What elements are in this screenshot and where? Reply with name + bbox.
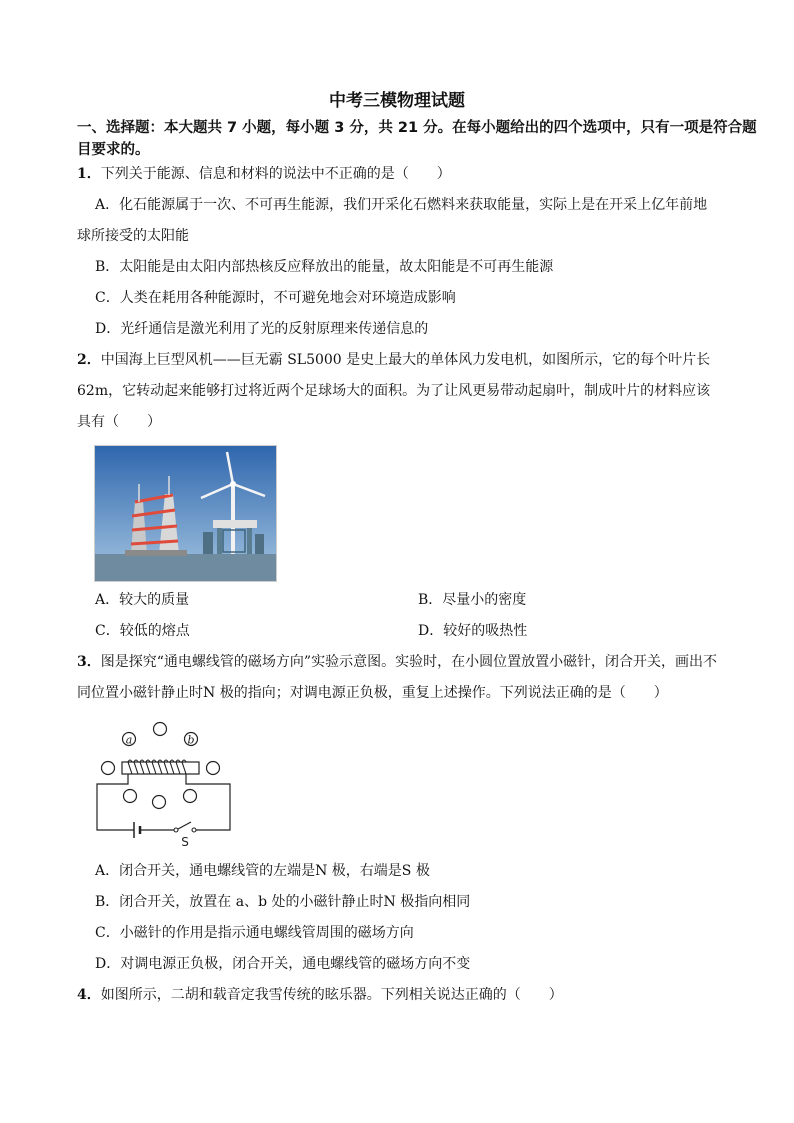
q3-option-c: C．小磁针的作用是指示通电螺线管周围的磁场方向 — [95, 925, 414, 941]
switch-contact — [192, 828, 196, 832]
question-3 — [77, 652, 717, 672]
q1-option-c: C．人类在耗用各种能源时，不可避免地会对环境造成影响 — [95, 290, 456, 306]
q2-option-c: C．较低的熔点 — [95, 623, 190, 639]
q1-option-a-line2: 球所接受的太阳能 — [77, 228, 189, 244]
question-1 — [77, 164, 451, 184]
q3-option-b: B．闭合开关，放置在 a、b 处的小磁针静止时N 极指向相同 — [95, 894, 471, 910]
solenoid-circuit-diagram — [92, 718, 242, 848]
question-1-number: 1． — [77, 166, 101, 182]
section-header: 一、选择题：本大题共 7 小题，每小题 3 分，共 21 分。在每小题给出的四个选项中，只有一项是符合题目要求的。 — [77, 120, 757, 158]
q3-option-d: D．对调电源正负极，闭合开关，通电螺线管的磁场方向不变 — [95, 956, 471, 972]
compass-lower-right — [184, 790, 197, 803]
label-b: b — [187, 733, 195, 747]
question-3-stem-line1: 图是探究“通电螺线管的磁场方向”实验示意图。实验时，在小圆位置放置小磁针，闭合开关，画出不 — [100, 654, 718, 670]
compass-top — [154, 723, 167, 736]
q1-option-d: D．光纤通信是激光利用了光的反射原理来传递信息的 — [95, 321, 429, 337]
switch-pivot — [174, 828, 178, 832]
question-4-stem: 如图所示，二胡和载音定我雪传统的眩乐器。下列相关说达正确的（ ） — [100, 987, 563, 1003]
label-s: S — [181, 835, 189, 848]
q2-option-d: D．较好的吸热性 — [418, 623, 528, 639]
compass-lower-left — [124, 790, 137, 803]
page-title: 中考三模物理试题 — [329, 91, 465, 111]
question-2 — [77, 350, 710, 370]
question-4-number: 4． — [77, 987, 101, 1003]
label-a: a — [125, 733, 133, 747]
question-2-stem-line2: 62m，它转动起来能够打过将近两个足球场大的面积。为了让风更易带动起扇叶，制成叶片的材料应该 — [77, 383, 711, 399]
q1-option-b: B．太阳能是由太阳内部热核反应释放出的能量，故太阳能是不可再生能源 — [95, 259, 554, 275]
compass-left — [102, 762, 115, 775]
compass-right — [207, 762, 220, 775]
compass-lower-middle — [153, 796, 166, 809]
question-3-stem-line2: 同位置小磁针静止时N 极的指向；对调电源正负极，重复上述操作。下列说法正确的是（ ） — [77, 685, 668, 701]
q2-option-a: A．较大的质量 — [95, 592, 190, 608]
question-2-stem-line1: 中国海上巨型风机——巨无霸 SL5000 是史上最大的单体风力发电机，如图所示，它的每个叶片长 — [100, 352, 711, 368]
question-4 — [77, 985, 563, 1005]
question-2-stem-line3: 具有（ ） — [77, 414, 161, 430]
question-1-stem: 下列关于能源、信息和材料的说法中不正确的是（ ） — [100, 166, 451, 182]
wind-turbine-photo — [94, 445, 277, 582]
question-2-number: 2． — [77, 352, 101, 368]
switch-lever — [178, 822, 191, 829]
question-3-number: 3． — [77, 654, 101, 670]
q1-option-a-line1: A．化石能源属于一次、不可再生能源，我们开采化石燃料来获取能量，实际上是在开采上亿年前地 — [95, 197, 708, 213]
q2-option-b: B．尽量小的密度 — [418, 592, 527, 608]
q3-option-a: A．闭合开关，通电螺线管的左端是N 极，右端是S 极 — [95, 863, 430, 879]
